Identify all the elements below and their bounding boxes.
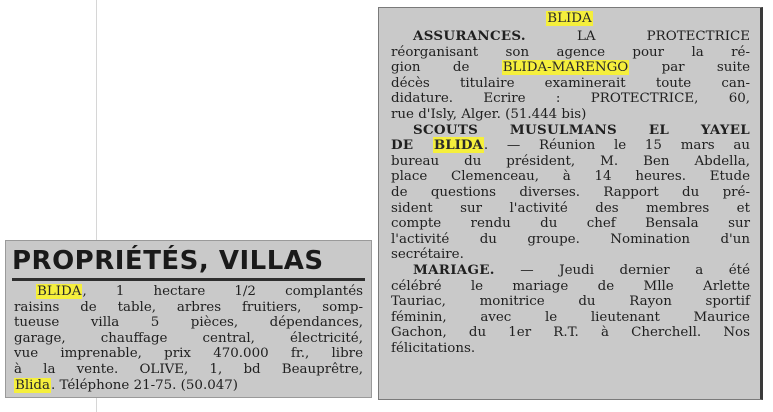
item-heading: ASSURANCES. [413, 28, 526, 44]
text-line: réorganisant son agence pour la ré- [391, 44, 750, 60]
text-line: bureau du président, M. Ben Abdella, [391, 153, 750, 169]
highlighted-term: BLIDA [37, 284, 82, 299]
clipping-blida [378, 7, 763, 400]
text-line: rue d'Isly, Alger. (51.444 bis) [391, 106, 587, 122]
text-line: didature. Ecrire : PROTECTRICE, 60, [391, 91, 750, 107]
highlighted-term: BLIDA-MARENGO [502, 60, 629, 76]
text-line: gion de BLIDA-MARENGO par suite [391, 60, 750, 76]
text-line: secrétaire. [391, 247, 464, 263]
highlighted-term: BLIDA [433, 137, 483, 154]
text-line: Gachon, du 1er R.T. à Cherchell. Nos [391, 325, 750, 341]
item-heading: DE [391, 137, 433, 154]
item-heading: SCOUTS MUSULMANS EL YAYEL [413, 121, 750, 138]
text-line: féminin, avec le lieutenant Maurice [391, 309, 750, 325]
text-line: de questions diverses. Rapport du pré- [391, 184, 750, 200]
text-line: félicitations. [391, 340, 476, 356]
text-line [391, 123, 750, 139]
text-line: place Clemenceau, à 14 heures. Etude [391, 169, 750, 185]
highlighted-term: Blida [15, 377, 50, 393]
ad-text [14, 284, 363, 393]
text-line: raisins de table, arbres fruitiers, somp- [14, 299, 363, 315]
text-line: à la vente. OLIVE, 1, bd Beauprêtre, [14, 361, 363, 377]
item-heading: MARIAGE. [413, 261, 495, 278]
text-line: garage, chauffage central, électricité, [14, 330, 363, 346]
heading-rule [12, 278, 365, 281]
text-line: sident sur l'activité des membres et [391, 200, 750, 216]
section-heading: PROPRIÉTÉS, VILLAS [12, 246, 324, 276]
text-line: BLIDA, 1 hectare 1/2 complantés [37, 284, 363, 299]
text-line: MARIAGE. — Jeudi dernier a été [413, 261, 750, 278]
text-line: Tauriac, monitrice du Rayon sportif [391, 294, 750, 310]
clipping-proprietes-villas [5, 240, 372, 398]
text-line: l'activité du groupe. Nomination d'un [391, 231, 750, 247]
text-line: décès titulaire examinerait toute can- [391, 75, 750, 91]
text-line: compte rendu du chef Bensala sur [391, 216, 750, 232]
text-line: ASSURANCES. LA PROTECTRICE [413, 28, 750, 44]
text-line: tueuse villa 5 pièces, dépendances, [14, 315, 363, 331]
section-title [379, 11, 760, 27]
text-line: vue imprenable, prix 470.000 fr., libre [14, 346, 363, 362]
news-text [391, 29, 750, 356]
highlighted-term: BLIDA [547, 11, 592, 26]
text-line: Blida. Téléphone 21-75. (50.047) [15, 377, 238, 393]
text-line: célébré le mariage de Mlle Arlette [391, 278, 750, 294]
text-line: DE BLIDA. — Réunion le 15 mars au [391, 137, 750, 154]
